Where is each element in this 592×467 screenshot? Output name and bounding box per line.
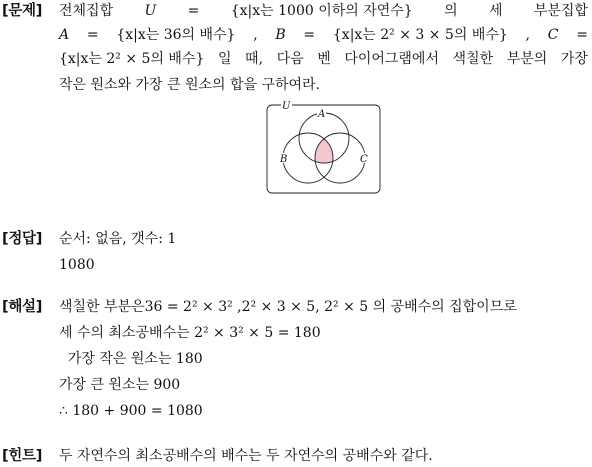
label-c: C [360, 154, 368, 165]
label-b: B [280, 154, 288, 165]
venn-diagram [264, 100, 384, 196]
hint-text: 두 자연수의 최소공배수의 배수는 두 자연수의 공배수와 같다. [59, 448, 433, 464]
problem-text: A [59, 27, 70, 43]
solution-line: 세 수의 최소공배수는 2² × 3² × 5 = 180 [59, 325, 321, 341]
problem-line-1 [59, 0, 588, 22]
label-a: A [318, 109, 326, 120]
set-c-definition: {x|x는 2² × 5의 배수} [59, 51, 205, 67]
problem-text: 색칠한 [452, 51, 494, 67]
problem-text: 전체집합 [59, 3, 114, 19]
solution-conclusion: ∴ 180 + 900 = 1080 [59, 403, 203, 419]
problem-text: U [144, 3, 157, 19]
solution-tag: [해설] [2, 299, 43, 315]
problem-text: 의 [444, 3, 458, 19]
problem-text: 가장 [560, 51, 588, 67]
problem-line-3 [59, 48, 588, 70]
problem-text: B [275, 27, 286, 43]
problem-text: C [547, 27, 559, 43]
answer-tag: [정답] [2, 231, 43, 247]
problem-text: = [576, 27, 588, 43]
answer-value: 1080 [59, 257, 95, 273]
problem-text: = [187, 3, 200, 19]
problem-tag: [문제] [2, 3, 43, 19]
set-a-definition: {x|x는 36의 배수} [116, 27, 236, 43]
answer-order-count: 순서: 없음, 갯수: 1 [59, 231, 177, 247]
problem-text: 일 [217, 51, 232, 67]
problem-text: 작은 원소와 가장 큰 원소의 합을 구하여라. [59, 77, 321, 93]
solution-line: 색칠한 부분은36 = 2² × 3² ,2² × 3 × 5, 2² × 5 의 공배수의 집합이므로 [59, 299, 517, 315]
problem-text: 다이어그램에서 [344, 51, 439, 67]
solution-line: 가장 작은 원소는 180 [59, 351, 203, 367]
label-u: U [282, 101, 291, 112]
hint-tag: [힌트] [2, 448, 43, 464]
problem-text: 때, [245, 51, 264, 67]
problem-text: 부분의 [506, 51, 548, 67]
problem-text: = [86, 27, 99, 43]
problem-text: , [253, 27, 258, 43]
set-u-definition: {x|x는 1000 이하의 자연수} [230, 3, 413, 19]
problem-line-2 [59, 24, 588, 46]
problem-text: 부분집합 [533, 3, 588, 19]
problem-text: = [303, 27, 316, 43]
problem-text: 세 [488, 3, 503, 19]
solution-line: 가장 큰 원소는 900 [59, 377, 181, 393]
problem-text: , [525, 27, 530, 43]
set-b-definition: {x|x는 2² × 3 × 5의 배수} [332, 27, 508, 43]
problem-text: 벤 [317, 51, 331, 67]
problem-line-4 [59, 74, 588, 96]
problem-text: 다음 [276, 51, 304, 67]
